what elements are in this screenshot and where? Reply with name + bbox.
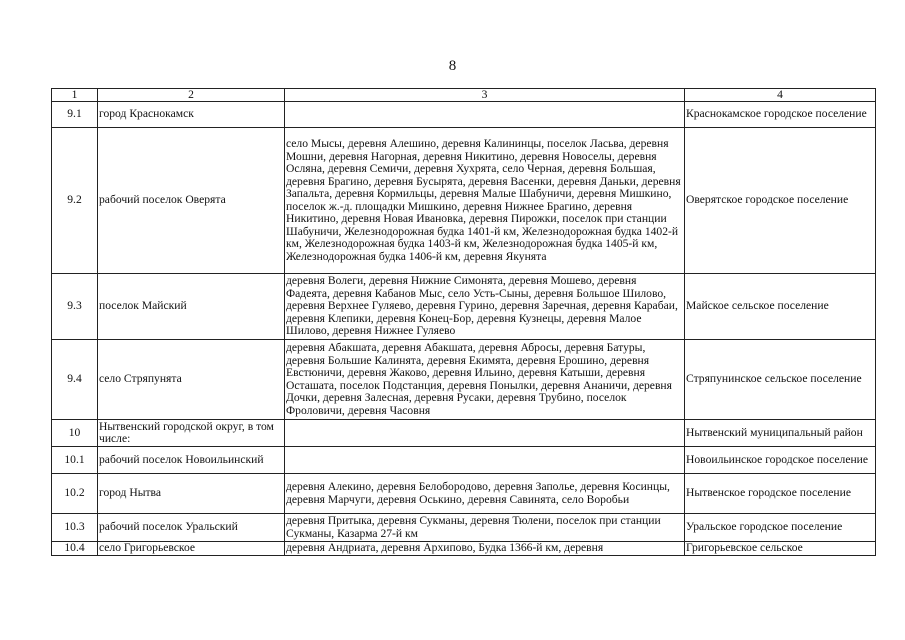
municipality-name: Нытвенский городской округ, в том числе: — [98, 420, 285, 447]
settlement-name: Краснокамское городское поселение — [685, 102, 876, 128]
table-row — [52, 420, 876, 447]
table-row — [52, 128, 876, 274]
settlement-name: Майское сельское поселение — [685, 274, 876, 340]
municipality-name: поселок Майский — [98, 274, 285, 340]
page-number: 8 — [448, 58, 457, 74]
settlement-name: Григорьевское сельское — [685, 542, 876, 556]
row-number: 10.2 — [52, 474, 98, 514]
row-number: 9.1 — [52, 102, 98, 128]
row-number: 10.4 — [52, 542, 98, 556]
column-header: 1 — [52, 89, 98, 102]
municipality-name: город Краснокамск — [98, 102, 285, 128]
table-row — [52, 474, 876, 514]
settlement-name: Нытвенское городское поселение — [685, 474, 876, 514]
settlement-name: Нытвенский муниципальный район — [685, 420, 876, 447]
municipality-name: село Стряпунята — [98, 340, 285, 420]
localities-list: село Мысы, деревня Алешино, деревня Калининцы, поселок Ласьва, деревня Мошни, деревня Нагорная, деревня Никитино, деревня Новоселы, деревня Осляна, деревня Семичи, деревня Хухрята, село Черная, деревня Большая, деревня Брагино, деревня Бусырята, деревня Васенки, деревня Даньки, деревня Запальта, деревня Кормильцы, деревня Малые Шабуничи, деревня Мишкино, поселок ж.-д. площадки Мишкино, деревня Нижнее Брагино, деревня Никитино, деревня Новая Ивановка, деревня Пирожки, поселок при станции Шабуничи, Железнодорожная будка 1401-й км, Железнодорожная будка 1402-й км, Железнодорожная будка 1403-й км, Железнодорожная будка 1405-й км, Железнодорожная будка 1406-й км, деревня Якунята — [285, 128, 685, 274]
localities-list: деревня Абакшата, деревня Абакшата, деревня Абросы, деревня Батуры, деревня Большие Калинята, деревня Екимята, деревня Ерошино, деревня Евстюничи, деревня Жаково, деревня Ильино, деревня Катыши, деревня Осташата, поселок Подстанция, деревня Понылки, деревня Ананичи, деревня Дочки, деревня Залесная, деревня Русаки, деревня Трубино, поселок Фроловичи, деревня Часовня — [285, 340, 685, 420]
localities-list — [285, 447, 685, 474]
localities-list: деревня Притыка, деревня Сукманы, деревня Тюлени, поселок при станции Сукманы, Казарма 27-й км — [285, 514, 685, 542]
table-row — [52, 447, 876, 474]
table-row — [52, 542, 876, 556]
municipality-name: рабочий поселок Уральский — [98, 514, 285, 542]
column-header: 3 — [285, 89, 685, 102]
table-row — [52, 340, 876, 420]
column-header: 4 — [685, 89, 876, 102]
municipality-name: село Григорьевское — [98, 542, 285, 556]
table-row — [52, 274, 876, 340]
localities-list: деревня Алекино, деревня Белобородово, деревня Заполье, деревня Косинцы, деревня Марчуги, деревня Оськино, деревня Савинята, село Воробьи — [285, 474, 685, 514]
row-number: 9.2 — [52, 128, 98, 274]
table-row — [52, 102, 876, 128]
table-header-row — [52, 89, 876, 102]
row-number: 9.3 — [52, 274, 98, 340]
settlement-name: Уральское городское поселение — [685, 514, 876, 542]
settlement-name: Стряпунинское сельское поселение — [685, 340, 876, 420]
localities-list: деревня Волеги, деревня Нижние Симонята, деревня Мошево, деревня Фадеята, деревня Кабанов Мыс, село Усть-Сыны, деревня Большое Шилово, деревня Верхнее Гуляево, деревня Гурино, деревня Заречная, деревня Карабаи, деревня Клепики, деревня Конец-Бор, деревня Кузнецы, деревня Малое Шилово, деревня Нижнее Гуляево — [285, 274, 685, 340]
municipality-name: город Нытва — [98, 474, 285, 514]
localities-list — [285, 420, 685, 447]
column-header: 2 — [98, 89, 285, 102]
settlement-name: Оверятское городское поселение — [685, 128, 876, 274]
row-number: 10.1 — [52, 447, 98, 474]
row-number: 9.4 — [52, 340, 98, 420]
row-number: 10.3 — [52, 514, 98, 542]
table-row — [52, 514, 876, 542]
municipality-name: рабочий поселок Оверята — [98, 128, 285, 274]
settlement-name: Новоильинское городское поселение — [685, 447, 876, 474]
settlements-table — [51, 88, 876, 556]
row-number: 10 — [52, 420, 98, 447]
localities-list — [285, 102, 685, 128]
municipality-name: рабочий поселок Новоильинский — [98, 447, 285, 474]
localities-list: деревня Андриата, деревня Архипово, Будка 1366-й км, деревня — [285, 542, 685, 556]
